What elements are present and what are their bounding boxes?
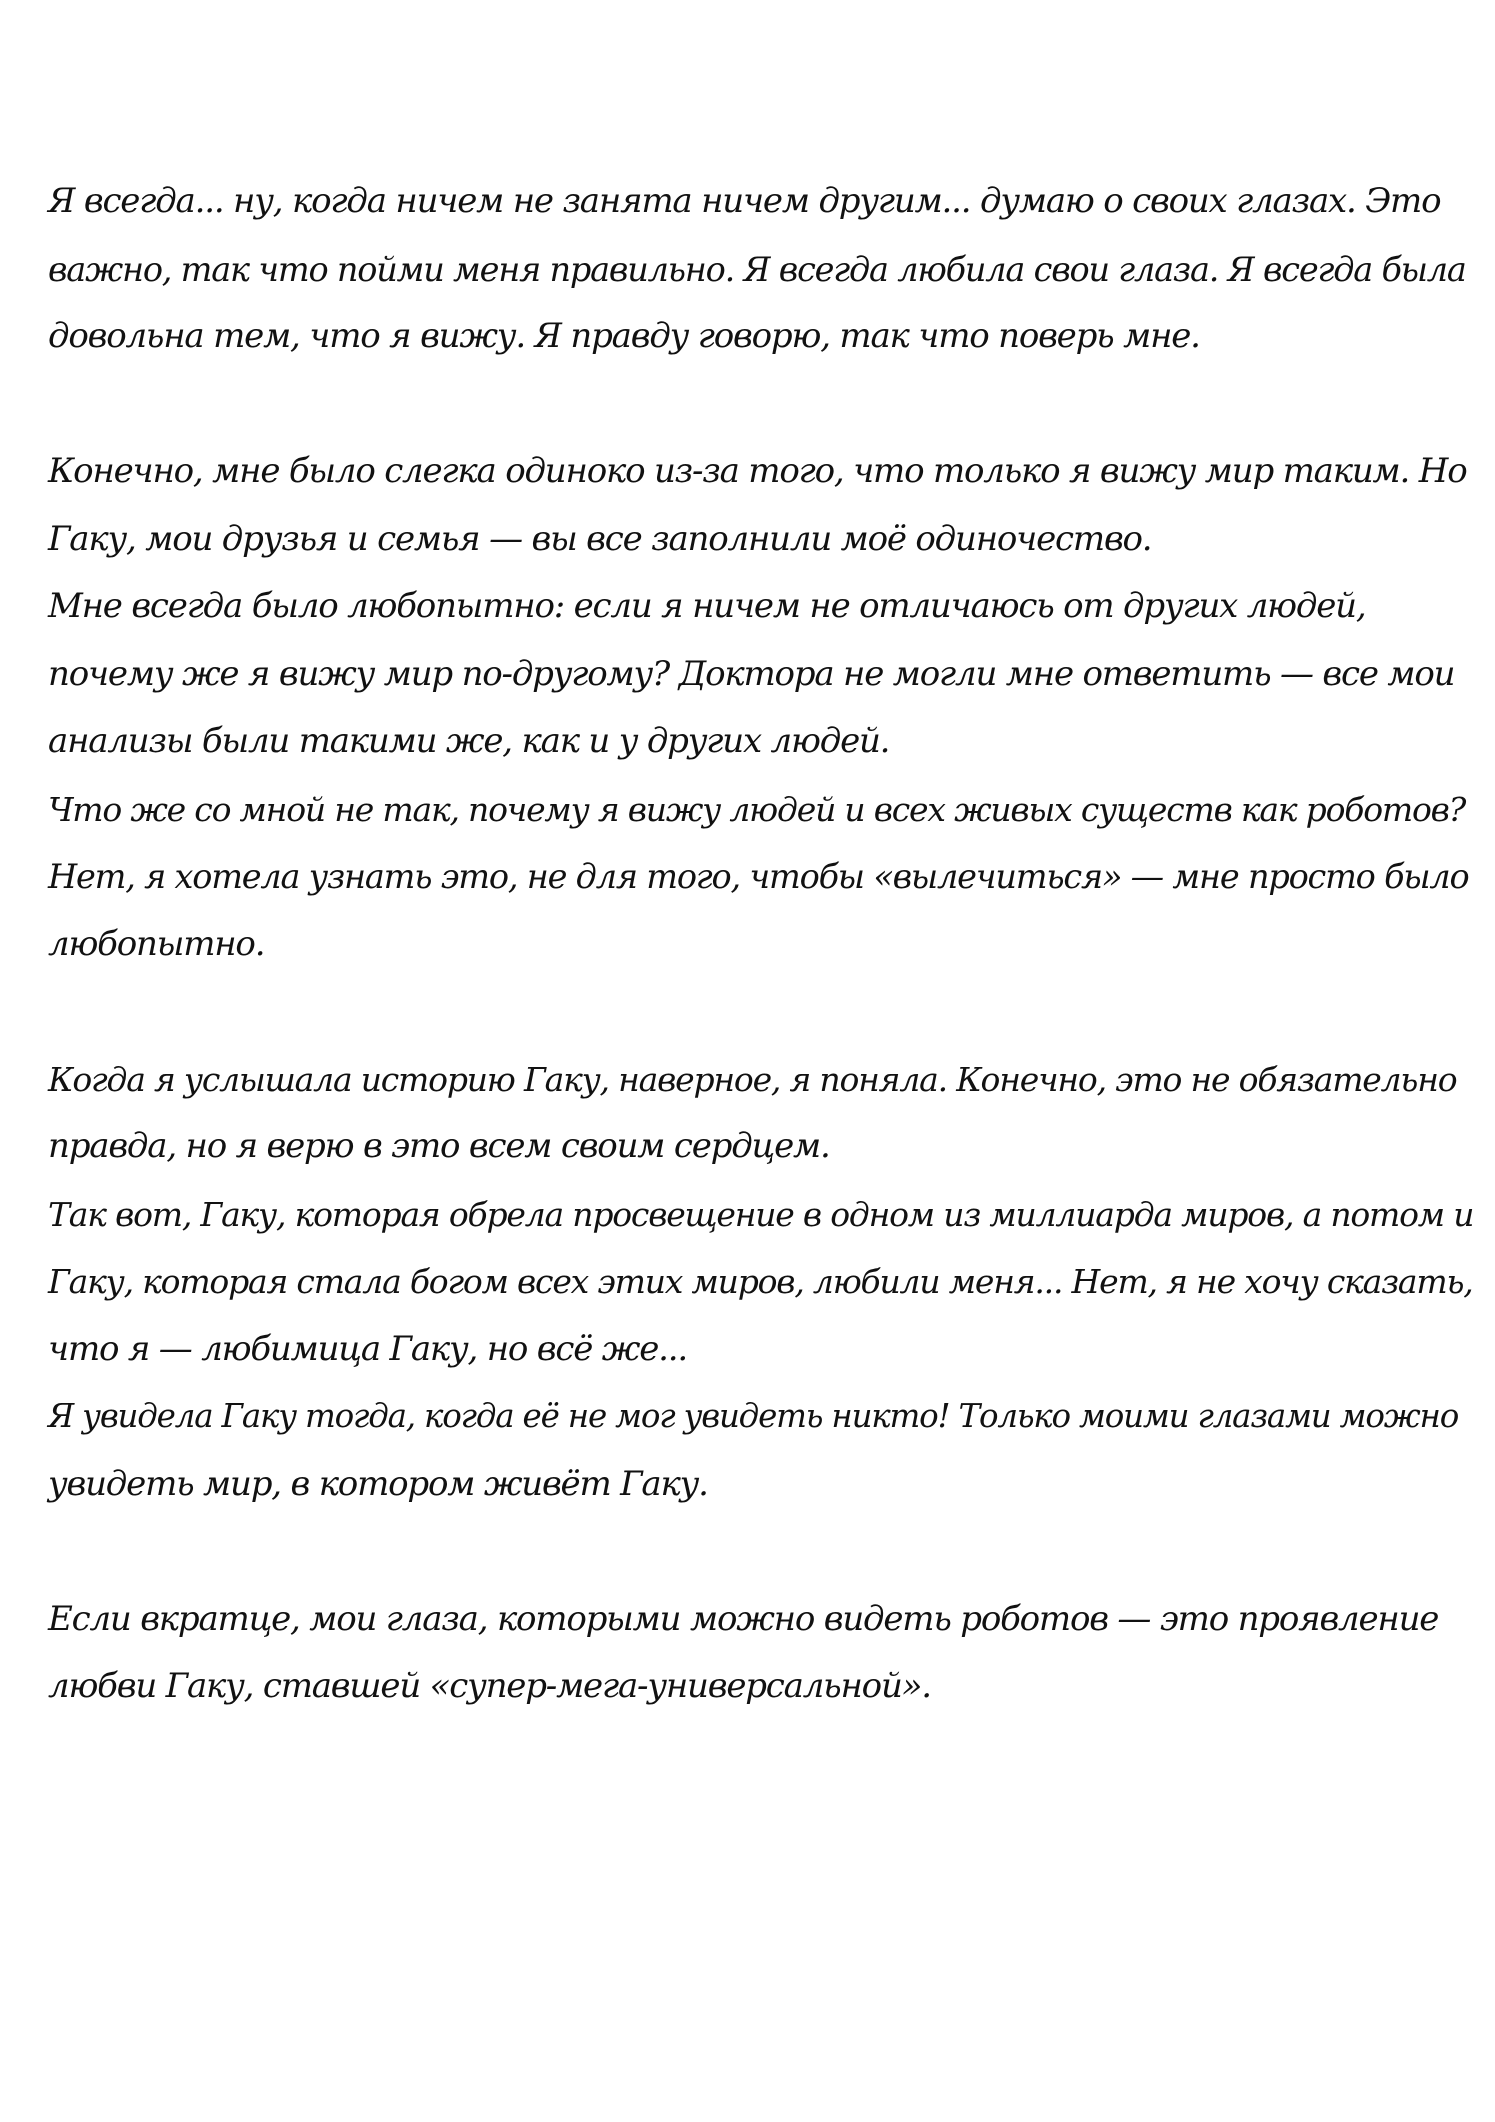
text-line: увидеть мир, в котором живёт Гаку.: [48, 1463, 708, 1504]
text-line: анализы были такими же, как и у других людей.: [48, 721, 890, 761]
paragraph-1: [48, 168, 1468, 371]
text-line: Гаку, мои друзья и семья — вы все заполнили моё одиночество.: [48, 518, 1152, 559]
paragraph-2: [48, 438, 1468, 978]
text-line: Что же со мной не так, почему я вижу людей и всех живых существ как роботов?: [48, 789, 1466, 829]
text-line: почему же я вижу мир по-другому? Доктора не могли мне ответить — все мои: [48, 653, 1455, 694]
text-line: Гаку, которая стала богом всех этих миров, любили меня... Нет, я не хочу сказать,: [48, 1262, 1473, 1301]
text-line: важно, так что пойми меня правильно. Я всегда любила свои глаза. Я всегда была: [48, 249, 1466, 289]
text-line: Я всегда... ну, когда ничем не занята ничем другим... думаю о своих глазах. Это: [48, 181, 1441, 221]
text-line: довольна тем, что я вижу. Я правду говорю, так что поверь мне.: [48, 316, 1200, 356]
paragraph-3: [48, 1046, 1474, 1519]
text-line: что я — любимица Гаку, но всё же...: [48, 1328, 687, 1369]
text-line: Если вкратце, мои глаза, которыми можно видеть роботов — это проявление: [48, 1598, 1439, 1639]
text-line: Нет, я хотела узнать это, не для того, чтобы «вылечиться» — мне просто было: [48, 857, 1469, 896]
text-line: любви Гаку, ставшей «супер-мега-универсальной».: [48, 1666, 931, 1706]
text-line: Когда я услышала историю Гаку, наверное, я поняла. Конечно, это не обязательно: [48, 1059, 1457, 1099]
paragraph-4: [48, 1586, 1468, 1721]
paragraph-gap: [48, 978, 1468, 1046]
text-line: Я увидела Гаку тогда, когда её не мог увидеть никто! Только моими глазами можно: [48, 1397, 1459, 1435]
text-line: любопытно.: [48, 923, 265, 964]
text-line: Мне всегда было любопытно: если я ничем не отличаюсь от других людей,: [48, 586, 1366, 626]
text-line: Так вот, Гаку, которая обрела просвещение в одном из миллиарда миров, а потом и: [48, 1194, 1474, 1234]
body-text: [48, 168, 1474, 1721]
paragraph-gap: [48, 1518, 1468, 1586]
text-line: Конечно, мне было слегка одиноко из-за того, что только я вижу мир таким. Но: [48, 451, 1467, 491]
paragraph-gap: [48, 371, 1468, 439]
text-line: правда, но я верю в это всем своим сердцем.: [48, 1126, 830, 1166]
